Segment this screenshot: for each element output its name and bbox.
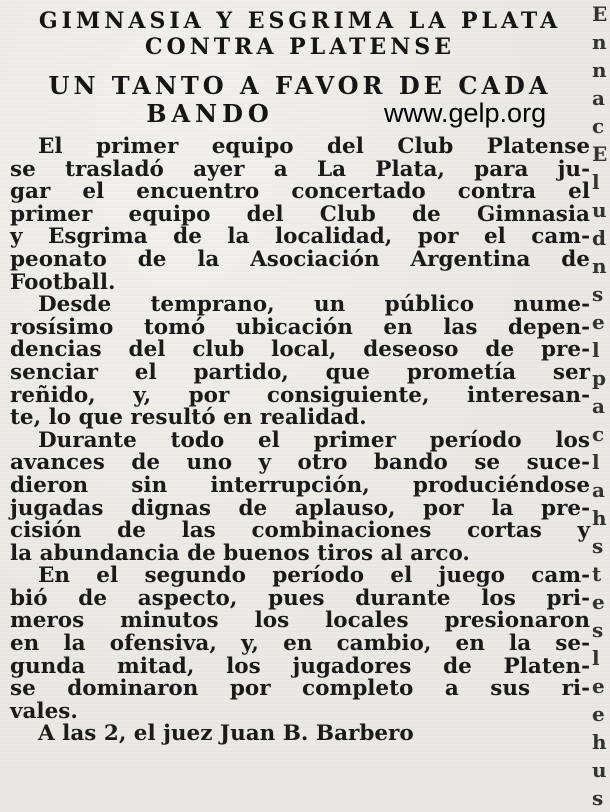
adjacent-column-letter: e — [592, 702, 604, 726]
adjacent-column-letter: e — [592, 674, 604, 698]
article-line: primer equipo del Club de Gimnasia — [10, 201, 590, 227]
article-line: vales. — [10, 698, 78, 724]
article-line: y Esgrima de la localidad, por el cam- — [10, 224, 590, 250]
adjacent-column-letter: a — [592, 394, 604, 418]
article-line: En el segundo período el juego cam- — [38, 563, 590, 589]
adjacent-column-letter: u — [592, 758, 606, 782]
adjacent-column-letter: n — [592, 254, 606, 278]
article-line: peonato de la Asociación Argentina de — [10, 246, 590, 272]
article-body — [10, 136, 590, 746]
adjacent-column-letter: s — [592, 786, 603, 810]
adjacent-column-letter: c — [592, 422, 604, 446]
adjacent-column-letter: s — [592, 534, 603, 558]
adjacent-column-letter: d — [592, 226, 605, 250]
article-line: se dominaron por completo a sus ri- — [10, 676, 590, 702]
article-line: jugadas dignas de aplauso, por la pre- — [10, 495, 590, 521]
adjacent-column-letter: a — [592, 478, 604, 502]
article-line: Durante todo el primer período los — [38, 427, 590, 453]
article-line: Football. — [10, 269, 116, 295]
adjacent-column-letter: n — [592, 58, 606, 82]
article-line: meros minutos los locales presionaron — [10, 608, 590, 634]
article-line: A las 2, el juez Juan B. Barbero — [38, 721, 414, 747]
article-line: en la ofensiva, y, en cambio, en la se- — [10, 631, 590, 657]
adjacent-column-letter: a — [592, 86, 604, 110]
adjacent-column-letter: l — [592, 338, 599, 362]
adjacent-column-letter: E — [592, 2, 607, 26]
article-line: se trasladó ayer a La Plata, para ju- — [10, 156, 590, 182]
adjacent-column-letter: e — [592, 310, 604, 334]
adjacent-column-letter: c — [592, 114, 604, 138]
article-line: dencias del club local, deseoso de pre- — [10, 337, 590, 363]
subheadline-line-1: UN TANTO A FAVOR DE CADA — [48, 71, 552, 100]
article-line: avances de uno y otro bando se suce- — [10, 450, 590, 476]
article-line: El primer equipo del Club Platense — [38, 134, 590, 159]
article-line: cisión de las combinaciones cortas y — [10, 518, 590, 544]
adjacent-column-letter: s — [592, 282, 603, 306]
adjacent-column-letter: t — [592, 562, 601, 586]
adjacent-column-fragment — [592, 0, 610, 810]
headline-line-2: CONTRA PLATENSE — [145, 34, 455, 60]
adjacent-column-letter: e — [592, 590, 604, 614]
article-line: bió de aspecto, pues durante los pri- — [10, 585, 590, 611]
headline-line-1: GIMNASIA Y ESGRIMA LA PLATA — [38, 8, 562, 34]
article-line: senciar el partido, que prometía ser — [10, 359, 590, 385]
adjacent-column-letter: n — [592, 30, 606, 54]
article-line: gar el encuentro concertado contra el — [10, 179, 590, 205]
article-line: reñido, y, por consiguiente, interesan- — [10, 382, 590, 408]
article-line: te, lo que resultó en realidad. — [10, 405, 367, 431]
adjacent-column-letter: u — [592, 198, 606, 222]
adjacent-column-letter: l — [592, 170, 599, 194]
adjacent-column-letter: s — [592, 618, 603, 642]
adjacent-column-letter: l — [592, 450, 599, 474]
adjacent-column-letter: E — [592, 142, 607, 166]
adjacent-column-letter: h — [592, 506, 606, 530]
website-watermark: www.gelp.org — [384, 98, 547, 128]
subheadline-line-2: BANDO — [146, 99, 274, 128]
adjacent-column-letter: h — [592, 730, 606, 754]
adjacent-column-letter: l — [592, 646, 599, 670]
article-line: Desde temprano, un público nume- — [38, 292, 590, 318]
article-line: gunda mitad, los jugadores de Platen- — [10, 653, 590, 679]
article-line: la abundancia de buenos tiros al arco. — [10, 540, 470, 566]
adjacent-column-letter: p — [592, 366, 605, 390]
article-line: rosísimo tomó ubicación en las depen- — [10, 314, 590, 340]
article-line: dieron sin interrupción, produciéndose — [10, 472, 590, 498]
